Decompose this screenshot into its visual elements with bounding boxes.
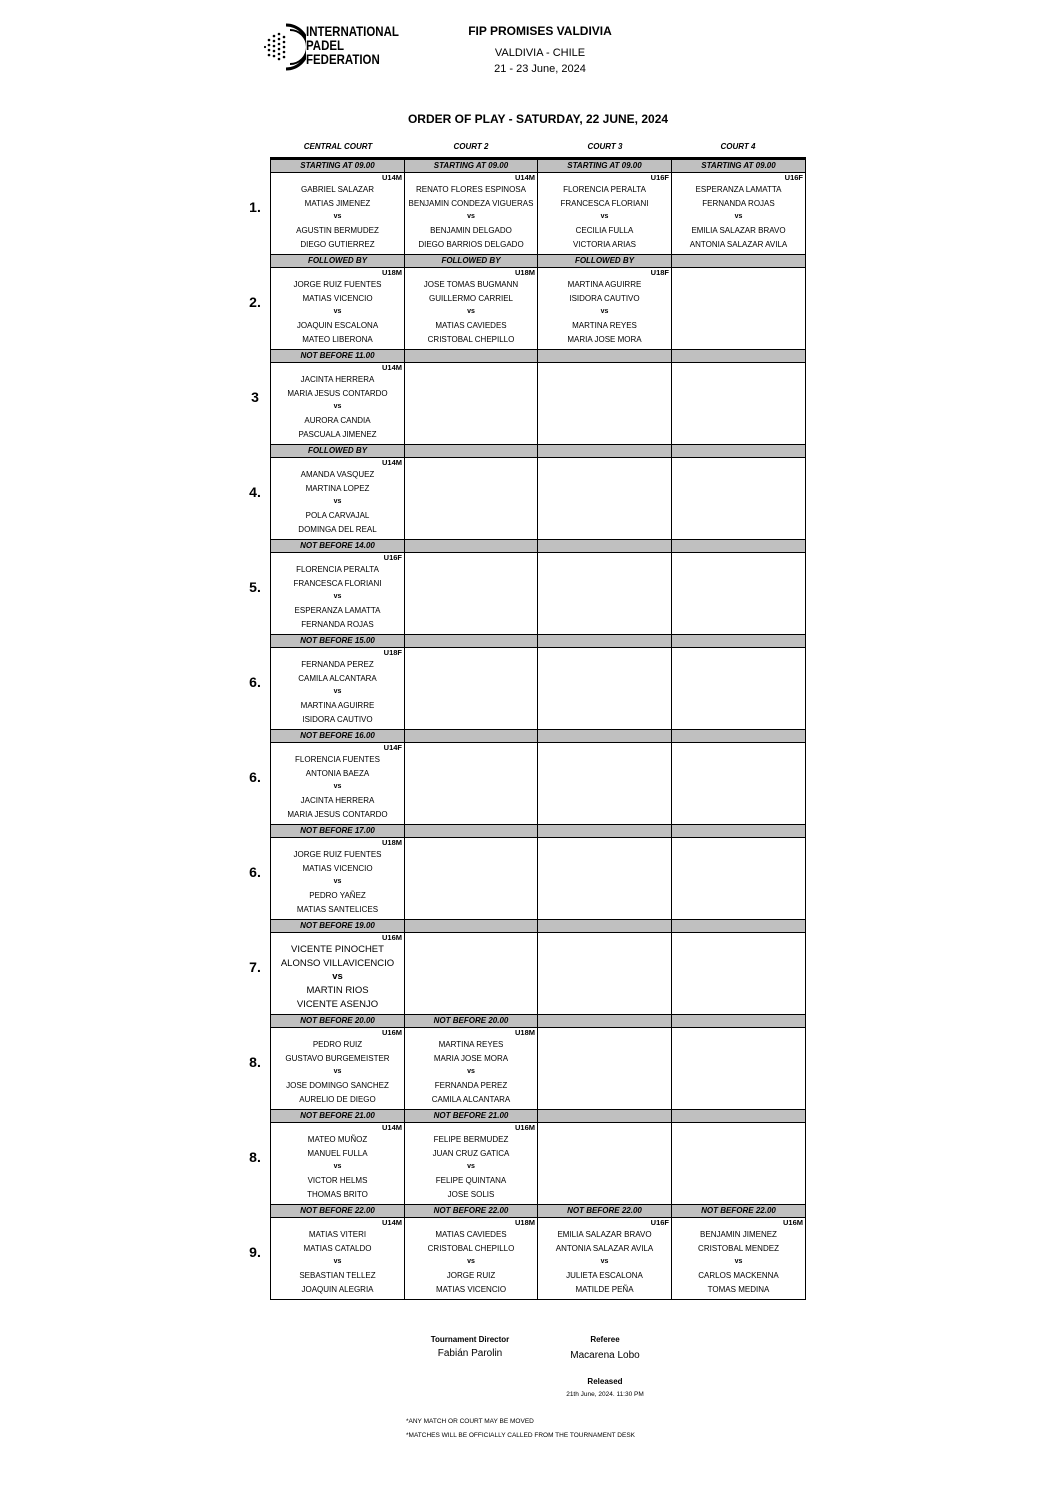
- time-band: [672, 730, 806, 743]
- time-band-row: [271, 540, 806, 553]
- time-band: [538, 445, 672, 458]
- player-name: FRANCESCA FLORIANI: [293, 578, 382, 588]
- released-label: Released: [587, 1377, 623, 1386]
- round-number: 5.: [249, 579, 261, 595]
- time-band-row: [271, 1110, 806, 1123]
- logo-line-2: PADEL: [306, 37, 345, 53]
- versus-label: vs: [333, 403, 342, 411]
- match-cell: [672, 553, 806, 635]
- match-cell: [271, 1028, 405, 1110]
- player-name: MATIAS CAVIEDES: [435, 321, 507, 331]
- match-cell: [672, 1218, 806, 1300]
- player-name: MATIAS SANTELICES: [296, 904, 379, 914]
- player-name: MARTINA AGUIRRE: [567, 280, 642, 289]
- match-cell: [405, 363, 538, 445]
- player-name: MATIAS VICENCIO: [435, 1284, 507, 1294]
- time-band: FOLLOWED BY: [271, 445, 405, 458]
- match-row: [271, 743, 806, 825]
- player-name: JACINTA HERRERA: [300, 796, 375, 806]
- time-band: FOLLOWED BY: [538, 255, 672, 268]
- player-name: JORGE RUIZ FUENTES: [293, 280, 382, 289]
- time-band-row: [271, 255, 806, 268]
- match-cell: [405, 933, 538, 1015]
- player-name: MATIAS VICENCIO: [302, 863, 373, 873]
- versus-label: vs: [467, 1258, 475, 1266]
- player-name: MARTINA AGUIRRE: [300, 701, 375, 711]
- released-value: 21th June, 2024. 11:30 PM: [566, 1391, 644, 1398]
- player-name: FERNANDA PEREZ: [434, 1081, 508, 1091]
- player-name: VICENTE PINOCHET: [291, 944, 384, 955]
- event-dates: 21 - 23 June, 2024: [494, 63, 586, 75]
- time-band-row: [271, 445, 806, 458]
- time-band: NOT BEFORE 20.00: [271, 1015, 405, 1028]
- time-band: NOT BEFORE 11.00: [271, 350, 405, 363]
- player-name: JORGE RUIZ FUENTES: [293, 850, 382, 859]
- category-label: U16F: [784, 173, 803, 182]
- time-band-row: [271, 159, 806, 173]
- player-name: RENATO FLORES ESPINOSA: [416, 185, 526, 194]
- player-name: JOSE TOMAS BUGMANN: [423, 280, 519, 289]
- match-row: [271, 553, 806, 635]
- time-band: [538, 350, 672, 363]
- match-cell: [405, 458, 538, 540]
- time-band-row: [271, 1205, 806, 1218]
- player-name: JOSE SOLIS: [447, 1189, 495, 1199]
- versus-label: vs: [734, 213, 743, 221]
- note-moved: *ANY MATCH OR COURT MAY BE MOVED: [406, 1418, 534, 1425]
- event-location: VALDIVIA - CHILE: [494, 47, 586, 59]
- player-name: FERNANDA ROJAS: [702, 198, 775, 208]
- player-name: FLORENCIA FUENTES: [295, 755, 380, 764]
- versus-label: vs: [600, 308, 609, 316]
- time-band: [672, 445, 806, 458]
- player-name: VICTORIA ARIAS: [573, 239, 636, 249]
- player-name: MARIA JOSE MORA: [433, 1053, 509, 1063]
- player-name: AGUSTIN BERMUDEZ: [296, 226, 379, 236]
- player-name: MARTINA LOPEZ: [305, 483, 370, 493]
- time-band: [538, 730, 672, 743]
- round-number: 6.: [249, 864, 261, 880]
- match-row: [271, 363, 806, 445]
- player-name: EMILIA SALAZAR BRAVO: [557, 1230, 652, 1239]
- player-name: VICENTE ASENJO: [296, 998, 379, 1010]
- category-label: U16M: [514, 1123, 535, 1132]
- logo-text: [306, 24, 399, 66]
- player-name: ESPERANZA LAMATTA: [695, 185, 782, 194]
- player-name: FRANCESCA FLORIANI: [560, 198, 649, 208]
- time-band: [538, 920, 672, 933]
- versus-label: vs: [333, 308, 342, 316]
- player-name: MARTINA REYES: [438, 1040, 504, 1049]
- versus-label: vs: [333, 1163, 342, 1171]
- match-cell: [672, 1028, 806, 1110]
- player-name: CRISTOBAL CHEPILLO: [427, 334, 515, 344]
- time-band: [672, 920, 806, 933]
- versus-label: vs: [333, 1258, 342, 1266]
- player-name: PEDRO RUIZ: [312, 1040, 363, 1049]
- round-number: 4.: [249, 484, 261, 500]
- round-number: 2.: [249, 294, 261, 310]
- player-name: DOMINGA DEL REAL: [298, 524, 377, 534]
- player-name: THOMAS BRITO: [307, 1189, 368, 1199]
- round-number: 6.: [249, 769, 261, 785]
- match-cell: [271, 648, 405, 730]
- time-band: FOLLOWED BY: [405, 255, 538, 268]
- time-band: NOT BEFORE 22.00: [405, 1205, 538, 1218]
- match-row: [271, 1218, 806, 1300]
- time-band: NOT BEFORE 21.00: [405, 1110, 538, 1123]
- player-name: FLORENCIA PERALTA: [563, 185, 646, 194]
- player-name: PASCUALA JIMENEZ: [298, 429, 377, 439]
- referee-label: Referee: [590, 1335, 620, 1344]
- player-name: MATIAS CATALDO: [303, 1243, 372, 1253]
- category-label: U14M: [381, 1123, 402, 1132]
- player-name: DIEGO BARRIOS DELGADO: [418, 239, 524, 249]
- time-band: [405, 445, 538, 458]
- time-band-row: [271, 1015, 806, 1028]
- event-title: FIP PROMISES VALDIVIA: [468, 24, 612, 38]
- match-cell: [405, 1028, 538, 1110]
- match-cell: [405, 1123, 538, 1205]
- player-name: PEDRO YAÑEZ: [309, 891, 366, 901]
- player-name: CAMILA ALCANTARA: [298, 673, 377, 683]
- player-name: CECILIA FULLA: [575, 226, 634, 236]
- player-name: ANTONIA BAEZA: [305, 768, 370, 778]
- round-number: 6.: [249, 674, 261, 690]
- match-cell: [672, 933, 806, 1015]
- player-name: ANTONIA SALAZAR AVILA: [555, 1243, 654, 1253]
- player-name: MATIAS VITERI: [308, 1230, 367, 1239]
- player-name: ISIDORA CAUTIVO: [302, 714, 373, 724]
- match-cell: [405, 838, 538, 920]
- match-row: [271, 1123, 806, 1205]
- category-label: U16F: [383, 553, 402, 562]
- time-band: [672, 1110, 806, 1123]
- player-name: FERNANDA PEREZ: [301, 660, 374, 669]
- player-name: FLORENCIA PERALTA: [296, 565, 379, 574]
- match-row: [271, 838, 806, 920]
- match-cell: [538, 743, 672, 825]
- time-band-row: [271, 350, 806, 363]
- match-cell: [271, 1218, 405, 1300]
- time-band: [405, 825, 538, 838]
- match-row: [271, 1028, 806, 1110]
- versus-label: vs: [734, 1258, 743, 1266]
- category-label: U18F: [383, 648, 402, 657]
- versus-label: vs: [333, 1068, 342, 1076]
- match-cell: [538, 1123, 672, 1205]
- player-name: ESPERANZA LAMATTA: [294, 606, 381, 616]
- player-name: CRISTOBAL MENDEZ: [698, 1243, 779, 1253]
- player-name: JUAN CRUZ GATICA: [432, 1148, 510, 1158]
- time-band: STARTING AT 09.00: [405, 159, 538, 173]
- match-cell: [672, 363, 806, 445]
- versus-label: vs: [600, 213, 609, 221]
- player-name: JOSE DOMINGO SANCHEZ: [286, 1081, 389, 1091]
- category-label: U16F: [650, 1218, 669, 1227]
- player-name: GABRIEL SALAZAR: [300, 185, 375, 194]
- category-label: U16F: [650, 173, 669, 182]
- match-cell: [672, 743, 806, 825]
- match-cell: [672, 173, 806, 255]
- match-cell: [672, 1123, 806, 1205]
- player-name: FELIPE BERMUDEZ: [433, 1135, 509, 1144]
- court-header-3: COURT 3: [587, 142, 623, 151]
- player-name: MATILDE PEÑA: [575, 1284, 634, 1294]
- time-band-row: [271, 635, 806, 648]
- match-cell: [538, 363, 672, 445]
- player-name: POLA CARVAJAL: [305, 511, 370, 521]
- category-label: U14F: [383, 743, 402, 752]
- time-band: [672, 1015, 806, 1028]
- note-called: *MATCHES WILL BE OFFICIALLY CALLED FROM THE TOURNAMENT DESK: [406, 1432, 635, 1439]
- round-number: 8.: [249, 1149, 261, 1165]
- time-band: NOT BEFORE 20.00: [405, 1015, 538, 1028]
- category-label: U18M: [514, 268, 535, 277]
- player-name: CAMILA ALCANTARA: [431, 1094, 511, 1104]
- match-cell: [271, 933, 405, 1015]
- category-label: U18M: [514, 1028, 535, 1037]
- time-band: STARTING AT 09.00: [271, 159, 405, 173]
- player-name: MATIAS JIMENEZ: [304, 198, 371, 208]
- time-band: [405, 730, 538, 743]
- match-cell: [672, 268, 806, 350]
- match-cell: [405, 743, 538, 825]
- time-band: STARTING AT 09.00: [538, 159, 672, 173]
- player-name: CARLOS MACKENNA: [698, 1271, 779, 1281]
- player-name: MARIA JESUS CONTARDO: [287, 809, 388, 819]
- time-band: NOT BEFORE 16.00: [271, 730, 405, 743]
- player-name: GUILLERMO CARRIEL: [428, 293, 514, 303]
- match-cell: [538, 648, 672, 730]
- player-name: MATEO LIBERONA: [302, 334, 373, 344]
- category-label: U14M: [381, 1218, 402, 1227]
- versus-label: vs: [333, 593, 342, 601]
- order-of-play-title: ORDER OF PLAY - SATURDAY, 22 JUNE, 2024: [407, 112, 669, 126]
- match-cell: [271, 1123, 405, 1205]
- player-name: MARTIN RIOS: [306, 985, 369, 997]
- time-band: STARTING AT 09.00: [672, 159, 806, 173]
- director-label: Tournament Director: [430, 1335, 510, 1344]
- time-band-row: [271, 920, 806, 933]
- category-label: U16M: [782, 1218, 803, 1227]
- player-name: MARIA JESUS CONTARDO: [287, 388, 388, 398]
- versus-label: vs: [333, 213, 342, 221]
- match-cell: [538, 1218, 672, 1300]
- match-cell: [538, 1028, 672, 1110]
- versus-label: vs: [332, 971, 343, 983]
- player-name: ANTONIA SALAZAR AVILA: [689, 239, 788, 249]
- player-name: MANUEL FULLA: [307, 1148, 368, 1158]
- time-band: NOT BEFORE 15.00: [271, 635, 405, 648]
- time-band: [405, 635, 538, 648]
- category-label: U14M: [514, 173, 535, 182]
- time-band: [672, 825, 806, 838]
- player-name: ALONSO VILLAVICENCIO: [280, 957, 395, 969]
- match-cell: [405, 1218, 538, 1300]
- match-cell: [538, 553, 672, 635]
- player-name: FERNANDA ROJAS: [301, 619, 374, 629]
- time-band: NOT BEFORE 22.00: [538, 1205, 672, 1218]
- match-cell: [271, 743, 405, 825]
- match-cell: [538, 173, 672, 255]
- time-band: [405, 540, 538, 553]
- match-row: [271, 933, 806, 1015]
- player-name: BENJAMIN CONDEZA VIGUERAS: [408, 198, 534, 208]
- versus-label: vs: [467, 1068, 475, 1076]
- category-label: U14M: [381, 458, 402, 467]
- category-label: U18M: [514, 1218, 535, 1227]
- match-cell: [538, 268, 672, 350]
- match-cell: [672, 838, 806, 920]
- round-number: 3: [251, 389, 259, 405]
- time-band-row: [271, 730, 806, 743]
- player-name: AURELIO DE DIEGO: [299, 1094, 376, 1104]
- round-number: 9.: [249, 1244, 261, 1260]
- player-name: ISIDORA CAUTIVO: [569, 293, 640, 303]
- director-name: Fabián Parolin: [437, 1348, 503, 1359]
- player-name: TOMAS MEDINA: [707, 1284, 770, 1294]
- match-cell: [271, 553, 405, 635]
- round-number: 1.: [249, 199, 261, 215]
- match-cell: [405, 173, 538, 255]
- category-label: U16M: [381, 1028, 402, 1037]
- versus-label: vs: [333, 783, 342, 791]
- match-cell: [672, 458, 806, 540]
- referee-name: Macarena Lobo: [570, 1350, 640, 1361]
- versus-label: vs: [600, 1258, 609, 1266]
- player-name: EMILIA SALAZAR BRAVO: [691, 226, 786, 236]
- match-cell: [538, 933, 672, 1015]
- match-row: [271, 268, 806, 350]
- player-name: AMANDA VASQUEZ: [300, 470, 375, 479]
- match-cell: [672, 648, 806, 730]
- player-name: MATIAS VICENCIO: [302, 293, 373, 303]
- court-header-central: CENTRAL COURT: [303, 142, 373, 151]
- schedule-table: [270, 157, 806, 1300]
- time-band: [538, 635, 672, 648]
- category-label: U18F: [650, 268, 669, 277]
- time-band: [538, 1015, 672, 1028]
- player-name: JACINTA HERRERA: [300, 375, 375, 384]
- round-number: 8.: [249, 1054, 261, 1070]
- time-band: [405, 350, 538, 363]
- versus-label: vs: [333, 688, 342, 696]
- logo-line-3: FEDERATION: [306, 51, 380, 67]
- player-name: MARTINA REYES: [572, 321, 637, 331]
- match-cell: [405, 553, 538, 635]
- category-label: U14M: [381, 173, 402, 182]
- time-band: FOLLOWED BY: [271, 255, 405, 268]
- player-name: JULIETA ESCALONA: [566, 1271, 643, 1281]
- time-band: [538, 825, 672, 838]
- player-name: CRISTOBAL CHEPILLO: [427, 1243, 515, 1253]
- match-row: [271, 648, 806, 730]
- round-number: 7.: [249, 959, 261, 975]
- player-name: BENJAMIN DELGADO: [430, 226, 512, 236]
- time-band: NOT BEFORE 19.00: [271, 920, 405, 933]
- time-band-row: [271, 825, 806, 838]
- match-row: [271, 173, 806, 255]
- time-band: [672, 350, 806, 363]
- player-name: BENJAMIN JIMENEZ: [700, 1230, 777, 1239]
- category-label: U18M: [381, 838, 402, 847]
- player-name: AURORA CANDIA: [304, 416, 371, 426]
- match-cell: [271, 458, 405, 540]
- match-cell: [271, 363, 405, 445]
- match-cell: [405, 268, 538, 350]
- player-name: FELIPE QUINTANA: [435, 1176, 507, 1186]
- versus-label: vs: [333, 878, 342, 886]
- match-cell: [538, 458, 672, 540]
- versus-label: vs: [467, 308, 475, 316]
- player-name: SEBASTIAN TELLEZ: [299, 1271, 376, 1281]
- court-header-4: COURT 4: [720, 142, 756, 151]
- match-cell: [271, 173, 405, 255]
- player-name: MARIA JOSE MORA: [567, 334, 642, 344]
- match-row: [271, 458, 806, 540]
- player-name: MATIAS CAVIEDES: [435, 1230, 507, 1239]
- court-header-2: COURT 2: [453, 142, 489, 151]
- time-band: [672, 255, 806, 268]
- logo-line-1: INTERNATIONAL: [306, 23, 399, 39]
- time-band: [538, 540, 672, 553]
- match-cell: [271, 838, 405, 920]
- ipf-logo: [262, 22, 402, 72]
- time-band: NOT BEFORE 14.00: [271, 540, 405, 553]
- match-cell: [405, 648, 538, 730]
- player-name: GUSTAVO BURGEMEISTER: [285, 1053, 390, 1063]
- match-cell: [271, 268, 405, 350]
- player-name: DIEGO GUTIERREZ: [300, 239, 375, 249]
- time-band: [672, 635, 806, 648]
- player-name: JOAQUIN ALEGRIA: [301, 1284, 374, 1294]
- ipf-logo-icon: [262, 22, 306, 72]
- versus-label: vs: [467, 213, 475, 221]
- versus-label: vs: [467, 1163, 475, 1171]
- time-band: NOT BEFORE 22.00: [271, 1205, 405, 1218]
- player-name: JOAQUIN ESCALONA: [296, 321, 379, 331]
- category-label: U16M: [381, 933, 402, 942]
- match-cell: [538, 838, 672, 920]
- time-band: [672, 540, 806, 553]
- player-name: MATEO MUÑOZ: [307, 1135, 368, 1144]
- time-band: NOT BEFORE 21.00: [271, 1110, 405, 1123]
- time-band: NOT BEFORE 22.00: [672, 1205, 806, 1218]
- time-band: [405, 920, 538, 933]
- category-label: U14M: [381, 363, 402, 372]
- time-band: NOT BEFORE 17.00: [271, 825, 405, 838]
- player-name: VICTOR HELMS: [307, 1176, 368, 1186]
- category-label: U18M: [381, 268, 402, 277]
- versus-label: vs: [333, 498, 342, 506]
- time-band: [538, 1110, 672, 1123]
- player-name: JORGE RUIZ: [446, 1271, 496, 1281]
